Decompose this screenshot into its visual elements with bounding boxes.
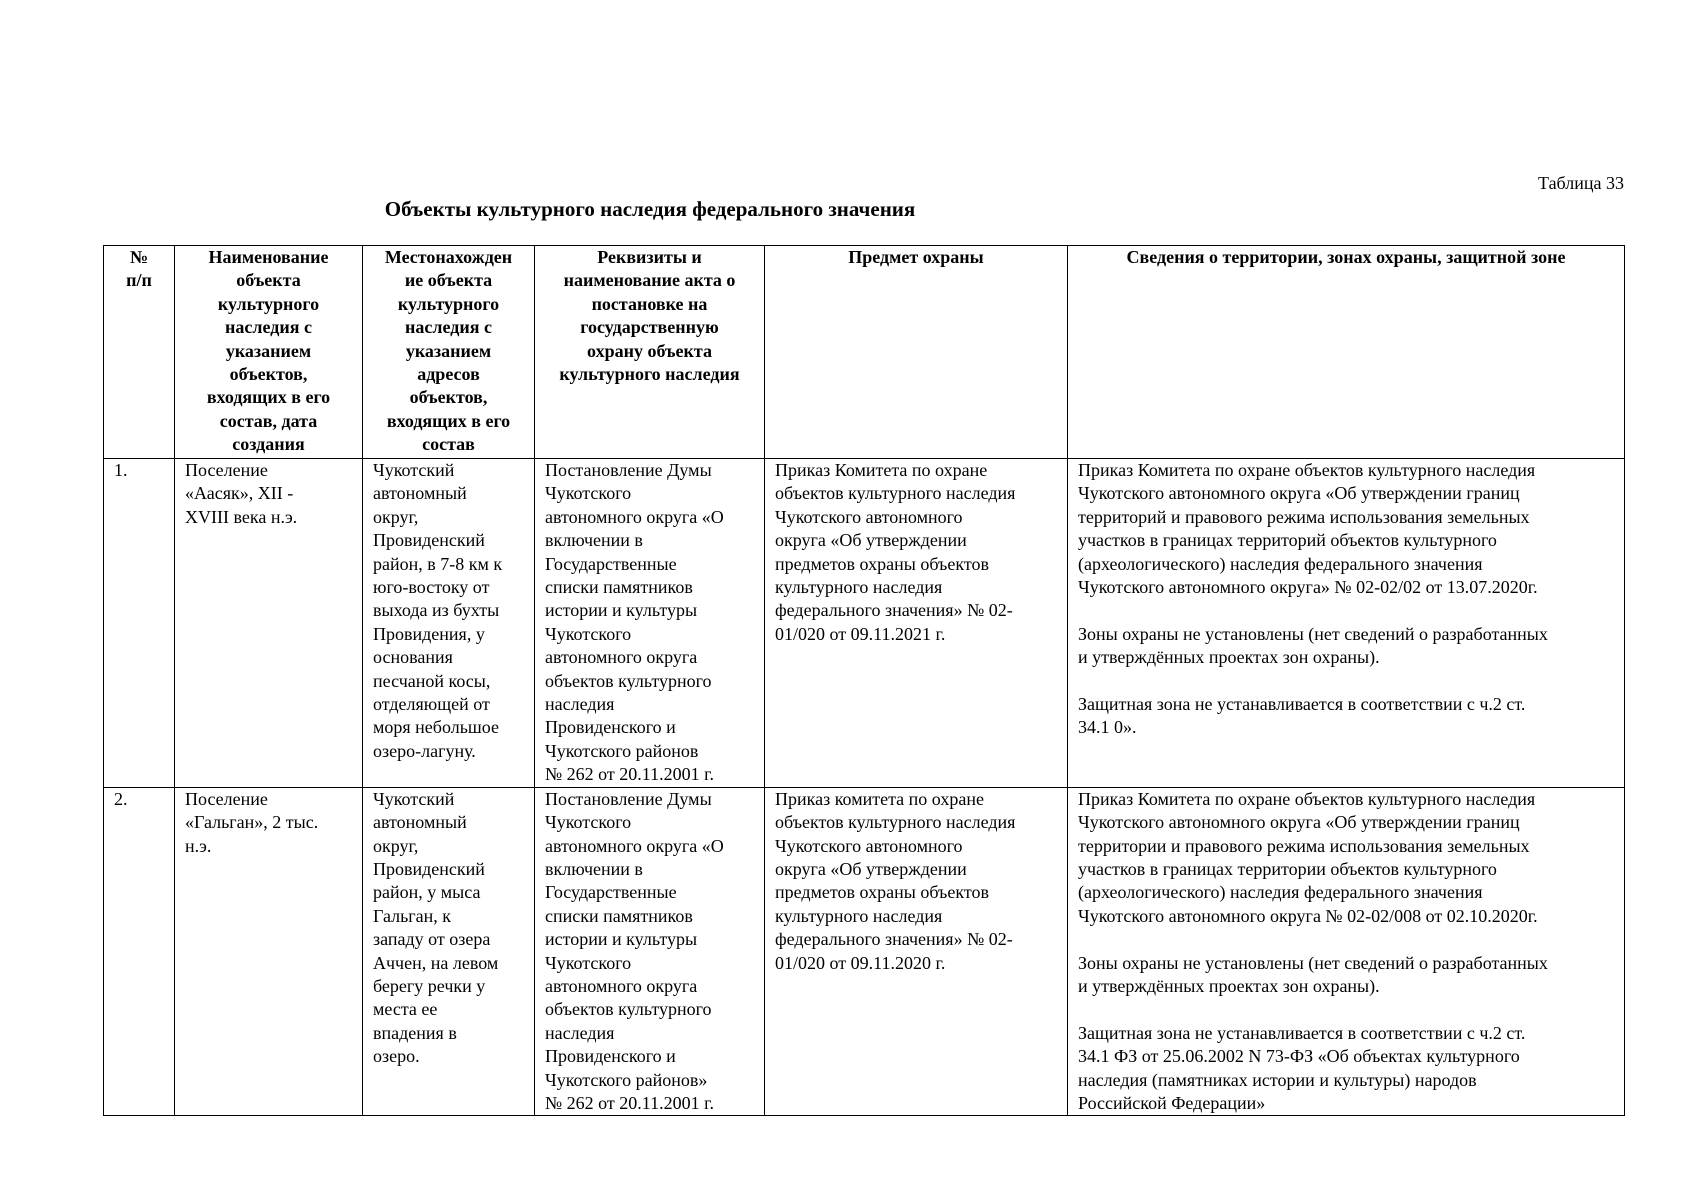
cell-object-name: Поселение «Гальган», 2 тыс. н.э. (175, 787, 363, 1116)
protection-zones-text: Зоны охраны не установлены (нет сведений о разработанных и утверждённых проектах зон охраны). (1078, 952, 1548, 996)
header-protection-act: Реквизиты и наименование акта о постановке на государственную охрану объекта культурного наследия (535, 246, 765, 459)
cell-territory-info (1068, 787, 1625, 1116)
cell-protection-act: Постановление Думы Чукотского автономного округа «О включении в Государственные списки памятников истории и культуры Чукотского автономного округа объектов культурного наследия Провиденского и Чукотского районов № 262 от 20.11.2001 г. (535, 459, 765, 788)
header-location: Местонахожден ие объекта культурного наследия с указанием адресов объектов, входящих в его состав (363, 246, 535, 459)
cell-protection-subject: Приказ Комитета по охране объектов культурного наследия Чукотского автономного округа «Об утверждении предметов охраны объектов культурного наследия федерального значения» № 02- 01/020 от 09.11.2021 г. (765, 459, 1068, 788)
table-header-row (104, 246, 1625, 459)
table-number: Таблица 33 (1538, 173, 1624, 193)
cell-territory-info (1068, 459, 1625, 788)
document-title: Объекты культурного наследия федерального значения (384, 197, 916, 221)
territory-order-text: Приказ Комитета по охране объектов культурного наследия Чукотского автономного округа «Об утверждении границ территорий и правового режима использования земельных участков в границах территорий объектов культурного (археологического) наследия федерального значения Чукотского автономного округа» № 02-02/02 от 13.07.2020г. (1078, 460, 1538, 598)
cell-protection-act: Постановление Думы Чукотского автономного округа «О включении в Государственные списки памятников истории и культуры Чукотского автономного округа объектов культурного наследия Провиденского и Чукотского районов» № 262 от 20.11.2001 г. (535, 787, 765, 1116)
header-protection-subject: Предмет охраны (765, 246, 1068, 459)
protection-zones-text: Зоны охраны не установлены (нет сведений о разработанных и утверждённых проектах зон охраны). (1078, 623, 1548, 668)
heritage-objects-table (103, 245, 1625, 1116)
table-row (104, 459, 1625, 788)
cell-object-name: Поселение «Аасяк», XII - XVIII века н.э. (175, 459, 363, 788)
table-row (104, 787, 1625, 1116)
cell-protection-subject: Приказ комитета по охране объектов культурного наследия Чукотского автономного округа «Об утверждении предметов охраны объектов культурного наследия федерального значения» № 02- 01/020 от 09.11.2020 г. (765, 787, 1068, 1116)
header-number: № п/п (104, 246, 175, 459)
cell-location: Чукотский автономный округ, Провиденский район, в 7-8 км к юго-востоку от выхода из бухты Провидения, у основания песчаной косы, отделяющей от моря небольшое озеро-лагуну. (363, 459, 535, 788)
protective-zone-text: Защитная зона не устанавливается в соответствии с ч.2 ст. 34.1 ФЗ от 25.06.2002 N 73-ФЗ «Об объектах культурного наследия (памятниках истории и культуры) народов Российской Федерации» (1078, 1022, 1526, 1113)
cell-number: 1. (104, 459, 175, 788)
header-territory-info: Сведения о территории, зонах охраны, защитной зоне (1068, 246, 1625, 459)
protective-zone-text: Защитная зона не устанавливается в соответствии с ч.2 ст. 34.1 0». (1078, 694, 1526, 738)
territory-order-text: Приказ Комитета по охране объектов культурного наследия Чукотского автономного округа «Об утверждении границ территории и правового режима использования земельных участков в границах территории объектов культурного (археологического) наследия федерального значения Чукотского автономного округа № 02-02/008 от 02.10.2020г. (1078, 788, 1538, 926)
cell-location: Чукотский автономный округ, Провиденский район, у мыса Гальган, к западу от озера Аччен, на левом берегу речки у места ее впадения в озеро. (363, 787, 535, 1116)
header-object-name: Наименование объекта культурного наследия с указанием объектов, входящих в его состав, дата создания (175, 246, 363, 459)
cell-number: 2. (104, 787, 175, 1116)
